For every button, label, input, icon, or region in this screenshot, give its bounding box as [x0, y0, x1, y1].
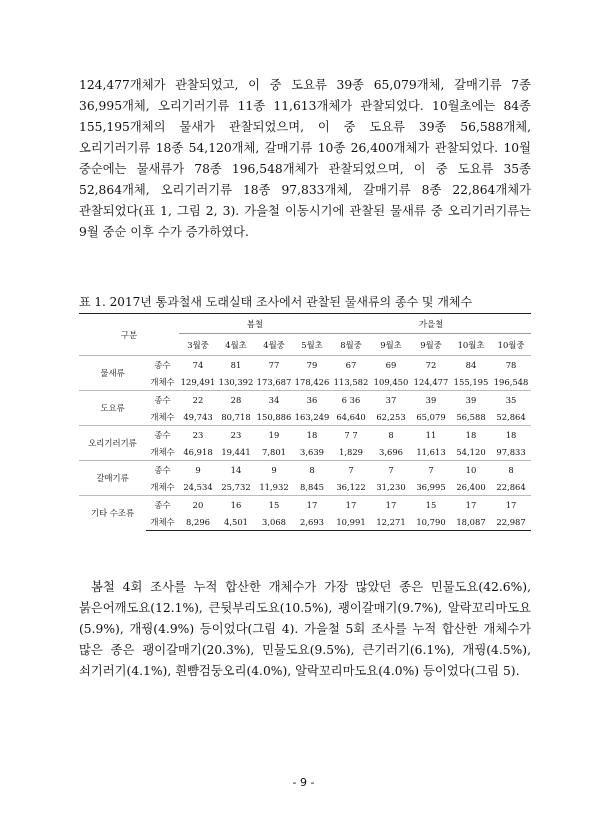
- table-row: [79, 426, 531, 444]
- table-row: [79, 478, 531, 496]
- table-cell: 79: [293, 356, 331, 374]
- table-row: [79, 373, 531, 391]
- table-row: [79, 391, 531, 409]
- row-label: 개체수: [146, 513, 179, 531]
- table-cell: 15: [255, 496, 293, 514]
- table-cell: 11,932: [259, 481, 289, 492]
- table-cell: 10,790: [411, 513, 451, 531]
- table-row: [79, 443, 531, 461]
- season-header-autumn: 가을철: [331, 314, 531, 334]
- table-cell: 18,087: [451, 513, 491, 531]
- table-cell: 35: [491, 391, 531, 409]
- table-cell: 15: [411, 496, 451, 514]
- period-header: 4월중: [263, 339, 285, 350]
- table-cell: 16: [217, 496, 255, 514]
- table-header-category: 구분: [120, 329, 138, 340]
- row-label: 종수: [146, 496, 179, 514]
- table-cell: 46,918: [183, 446, 213, 457]
- table-cell: 74: [179, 356, 217, 374]
- table-cell: 113,582: [333, 376, 369, 387]
- group-label: 도요류: [79, 391, 146, 426]
- table-cell: 3,696: [379, 446, 403, 457]
- table-cell: 10,991: [331, 513, 371, 531]
- table-cell: 17: [293, 496, 331, 514]
- table-cell: 196,548: [493, 376, 529, 387]
- table-cell: 12,271: [371, 513, 411, 531]
- table-cell: 36,122: [336, 481, 366, 492]
- table-cell: 19,441: [221, 446, 251, 457]
- table-cell: 62,253: [376, 411, 406, 422]
- row-label: 개체수: [150, 411, 175, 422]
- group-label: 갈매기류: [79, 461, 146, 496]
- table-cell: 155,195: [453, 376, 489, 387]
- table-cell: 10: [451, 461, 491, 479]
- table-cell: 20: [179, 496, 217, 514]
- row-label: 개체수: [150, 481, 175, 492]
- table-cell: 17: [371, 496, 411, 514]
- table-cell: 4,501: [217, 513, 255, 531]
- table-row: [79, 513, 531, 531]
- table-cell: 97,833: [496, 446, 526, 457]
- table-cell: 8: [491, 461, 531, 479]
- table-cell: 72: [411, 356, 451, 374]
- table-cell: 129,491: [180, 376, 216, 387]
- table-cell: 11: [411, 426, 451, 444]
- table-cell: 26,400: [456, 481, 486, 492]
- row-label: 종수: [146, 356, 179, 374]
- table-caption: 표 1. 2017년 통과철새 도래실태 조사에서 관찰된 물새류의 종수 및 개체수: [79, 295, 473, 309]
- table-cell: 37: [371, 391, 411, 409]
- period-header: 5월초: [301, 339, 323, 350]
- period-header: 3월중: [187, 339, 209, 350]
- table-cell: 80,718: [221, 411, 251, 422]
- row-label: 개체수: [150, 446, 175, 457]
- table-cell: 150,886: [256, 411, 292, 422]
- survey-table: [79, 313, 531, 531]
- table-cell: 22: [179, 391, 217, 409]
- table-cell: 3,639: [300, 446, 324, 457]
- table-cell: 23: [179, 426, 217, 444]
- table-cell: 11,613: [416, 446, 446, 457]
- table-cell: 8: [293, 461, 331, 479]
- table-cell: 130,392: [218, 376, 254, 387]
- table-cell: 78: [491, 356, 531, 374]
- table-body: [79, 356, 531, 531]
- table-cell: 36: [293, 391, 331, 409]
- group-label: 오리기러기류: [79, 426, 146, 461]
- table-cell: 124,477: [413, 376, 449, 387]
- table-cell: 7: [371, 461, 411, 479]
- table-cell: 18: [451, 426, 491, 444]
- table-cell: 28: [217, 391, 255, 409]
- table-cell: 2,693: [293, 513, 331, 531]
- table-cell: 64,640: [336, 411, 366, 422]
- table-cell: 9: [255, 461, 293, 479]
- page-number: - 9 -: [292, 776, 315, 789]
- table-cell: 39: [411, 391, 451, 409]
- table-cell: 39: [451, 391, 491, 409]
- table-cell: 49,743: [183, 411, 213, 422]
- table-cell: 19: [255, 426, 293, 444]
- period-header: 4월초: [225, 339, 247, 350]
- table-cell: 7,801: [262, 446, 286, 457]
- season-header-spring: 봄철: [179, 314, 331, 334]
- table-cell: 1,829: [339, 446, 363, 457]
- table-cell: 84: [451, 356, 491, 374]
- table-cell: 65,079: [416, 411, 446, 422]
- table-cell: 22,987: [491, 513, 531, 531]
- table-cell: 9: [179, 461, 217, 479]
- table-cell: 8: [371, 426, 411, 444]
- table-cell: 7 7: [331, 426, 371, 444]
- period-header: 9월초: [380, 339, 402, 350]
- table-cell: 17: [451, 496, 491, 514]
- group-label: 물새류: [79, 356, 146, 391]
- table-row: [79, 408, 531, 426]
- table-row: [79, 461, 531, 479]
- row-label: 종수: [146, 426, 179, 444]
- period-header: 8월중: [340, 339, 362, 350]
- table-cell: 14: [217, 461, 255, 479]
- period-header: 10월초: [457, 339, 485, 350]
- row-label: 종수: [146, 461, 179, 479]
- table-cell: 34: [255, 391, 293, 409]
- table-cell: 56,588: [456, 411, 486, 422]
- table-cell: 77: [255, 356, 293, 374]
- table-cell: 69: [371, 356, 411, 374]
- table-cell: 31,230: [376, 481, 406, 492]
- row-label: 개체수: [150, 376, 175, 387]
- table-row: [79, 356, 531, 374]
- table-cell: 17: [331, 496, 371, 514]
- table-cell: 17: [491, 496, 531, 514]
- table-cell: 23: [217, 426, 255, 444]
- table-cell: 109,450: [373, 376, 409, 387]
- table-cell: 25,732: [221, 481, 251, 492]
- table-cell: 3,068: [255, 513, 293, 531]
- table-cell: 24,534: [183, 481, 213, 492]
- period-header: 10월중: [497, 339, 525, 350]
- table-row: [79, 496, 531, 514]
- row-label: 종수: [146, 391, 179, 409]
- table-cell: 178,426: [294, 376, 330, 387]
- table-cell: 173,687: [256, 376, 292, 387]
- table-cell: 81: [217, 356, 255, 374]
- table-cell: 18: [491, 426, 531, 444]
- period-header: 9월중: [420, 339, 442, 350]
- body-paragraph-1: 124,477개체가 관찰되었고, 이 중 도요류 39종 65,079개체, 갈매기류 7종 36,995개체, 오리기러기류 11종 11,613개체가 관찰되었다. 10월초에는 84종 155,195개체의 물새가 관찰되었으며, 이 중 도요류 39종 56,588개체, 오리기러기류 18종 54,120개체, 갈매기류 10종 26,400개체가 관찰되었다. 10월 중순에는 물새류가 78종 196,548개체가 관찰되었으며, 이 중 도요류 35종 52,864개체, 오리기러기류 18종 97,833개체, 갈매기류 8종 22,864개체가 관찰되었다(표 1, 그림 2, 3). 가을철 이동시기에 관찰된 물새류 중 오리기러기류는 9월 중순 이후 수가 증가하였다.: [79, 78, 531, 239]
- table-cell: 163,249: [294, 411, 330, 422]
- table-cell: 36,995: [416, 481, 446, 492]
- table-cell: 22,864: [496, 481, 526, 492]
- table-cell: 7: [331, 461, 371, 479]
- table-cell: 7: [411, 461, 451, 479]
- table-cell: 18: [293, 426, 331, 444]
- table-cell: 54,120: [456, 446, 486, 457]
- body-paragraph-2: 봄철 4회 조사를 누적 합산한 개체수가 가장 많았던 종은 민물도요(42.6%), 붉은어깨도요(12.1%), 큰뒷부리도요(10.5%), 괭이갈매기(9.7%), 알락꼬리마도요(5.9%), 개꿩(4.9%) 등이었다(그림 4). 가을철 5회 조사를 누적 합산한 개체수가 많은 종은 괭이갈매기(20.3%), 민물도요(9.5%), 큰기러기(6.1%), 개꿩(4.5%), 쇠기러기(4.1%), 흰뺨검둥오리(4.0%), 알락꼬리마도요(4.0%) 등이었다(그림 5).: [79, 580, 531, 678]
- table-cell: 6 36: [331, 391, 371, 409]
- table-cell: 8,845: [300, 481, 324, 492]
- table-cell: 52,864: [496, 411, 526, 422]
- group-label: 기타 수조류: [79, 496, 146, 531]
- table-cell: 8,296: [179, 513, 217, 531]
- table-cell: 67: [331, 356, 371, 374]
